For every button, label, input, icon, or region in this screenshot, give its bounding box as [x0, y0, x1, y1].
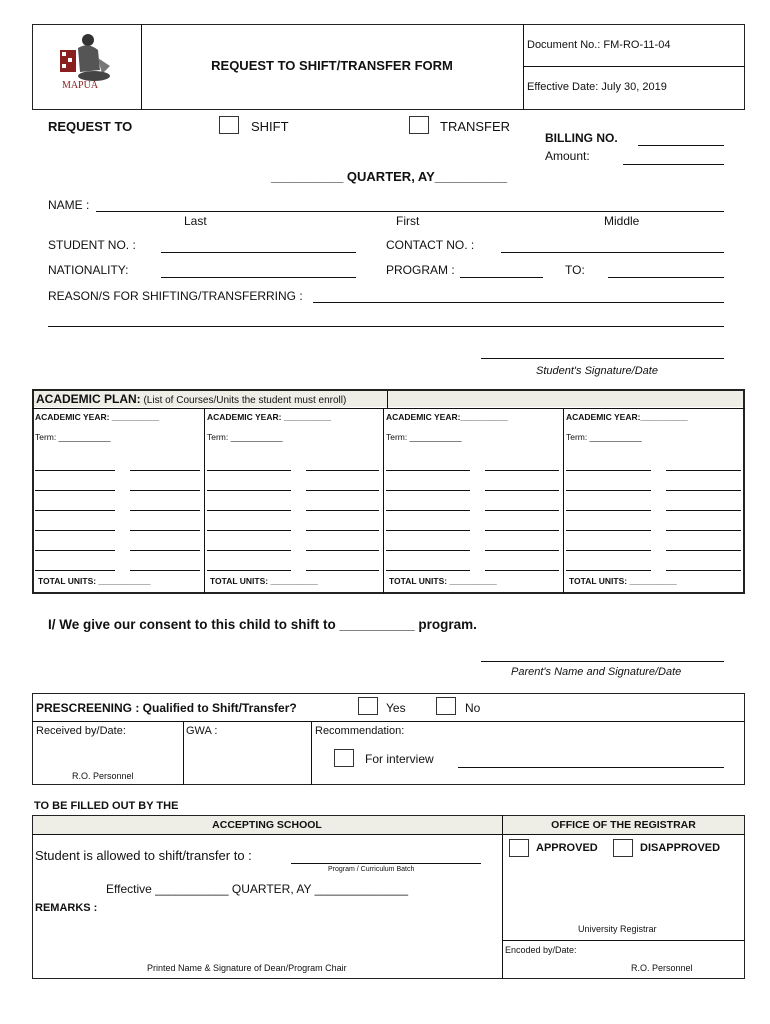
units-field[interactable]: [306, 470, 379, 471]
units-field[interactable]: [485, 570, 559, 571]
course-field[interactable]: [207, 510, 291, 511]
units-field[interactable]: [306, 510, 379, 511]
course-field[interactable]: [566, 470, 651, 471]
prescreening-no-label: No: [465, 701, 481, 715]
form-title: REQUEST TO SHIFT/TRANSFER FORM: [211, 58, 453, 73]
approved-checkbox[interactable]: [509, 839, 529, 857]
units-field[interactable]: [485, 490, 559, 491]
course-field[interactable]: [207, 550, 291, 551]
prescreening-col-split-1: [183, 721, 184, 785]
academic-plan-col-divider: [383, 409, 384, 594]
total-units-label: TOTAL UNITS: __________: [569, 576, 677, 586]
student-no-field[interactable]: [161, 252, 356, 253]
reason-field-1[interactable]: [313, 302, 724, 303]
prescreening-col-split-2: [311, 721, 312, 785]
academic-plan-col-divider: [563, 409, 564, 594]
to-label: TO:: [565, 263, 585, 277]
units-field[interactable]: [666, 470, 741, 471]
nationality-field[interactable]: [161, 277, 356, 278]
name-label: NAME :: [48, 198, 90, 212]
received-by-label: Received by/Date:: [36, 725, 126, 737]
course-field[interactable]: [566, 490, 651, 491]
units-field[interactable]: [666, 550, 741, 551]
footer-header-border: [32, 834, 745, 835]
units-field[interactable]: [485, 510, 559, 511]
prescreening-yes-label: Yes: [386, 701, 406, 715]
units-field[interactable]: [130, 510, 200, 511]
logo-text: MAPUA: [61, 80, 99, 91]
program-batch-label: Program / Curriculum Batch: [328, 866, 415, 873]
units-field[interactable]: [306, 530, 379, 531]
allowed-program-field[interactable]: [291, 863, 481, 864]
header-divider-2: [523, 24, 524, 110]
middle-label: Middle: [604, 214, 640, 228]
academic-year-label: ACADEMIC YEAR: __________: [207, 412, 332, 422]
shift-checkbox[interactable]: [219, 116, 239, 134]
amount-field[interactable]: [623, 164, 724, 165]
billing-no-field[interactable]: [638, 145, 724, 146]
footer-box: [32, 815, 745, 979]
header-divider-3: [523, 66, 745, 67]
units-field[interactable]: [130, 530, 200, 531]
academic-year-label: ACADEMIC YEAR:__________: [566, 412, 688, 422]
units-field[interactable]: [130, 550, 200, 551]
program-label: PROGRAM :: [386, 263, 455, 277]
first-label: First: [396, 214, 420, 228]
for-interview-label: For interview: [365, 752, 434, 766]
course-field[interactable]: [35, 510, 115, 511]
total-units-label: TOTAL UNITS: ___________: [38, 576, 151, 586]
units-field[interactable]: [130, 570, 200, 571]
approved-label: APPROVED: [536, 842, 598, 854]
transfer-label: TRANSFER: [440, 119, 511, 134]
prescreening-no-checkbox[interactable]: [436, 697, 456, 715]
units-field[interactable]: [306, 550, 379, 551]
transfer-checkbox[interactable]: [409, 116, 429, 134]
academic-plan-header-split: [387, 391, 388, 408]
reason-label: REASON/S FOR SHIFTING/TRANSFERRING :: [48, 289, 303, 303]
course-field[interactable]: [566, 550, 651, 551]
to-field[interactable]: [608, 277, 724, 278]
course-field[interactable]: [386, 550, 470, 551]
course-field[interactable]: [386, 510, 470, 511]
course-field[interactable]: [386, 490, 470, 491]
quarter-ay: __________ QUARTER, AY__________: [271, 169, 508, 184]
units-field[interactable]: [485, 470, 559, 471]
course-field[interactable]: [35, 470, 115, 471]
contact-no-label: CONTACT NO. :: [386, 238, 475, 252]
accepting-school-header: ACCEPTING SCHOOL: [212, 819, 322, 831]
course-field[interactable]: [207, 530, 291, 531]
units-field[interactable]: [666, 490, 741, 491]
gwa-label: GWA :: [186, 725, 218, 737]
academic-plan-col-divider: [204, 409, 205, 594]
units-field[interactable]: [666, 570, 741, 571]
academic-year-label: ACADEMIC YEAR: __________: [35, 412, 160, 422]
registrar-split: [502, 940, 745, 941]
prescreening-row-border: [32, 721, 745, 722]
consent-text: I/ We give our consent to this child to shift to __________ program.: [48, 617, 477, 632]
term-label: Term: ___________: [566, 432, 642, 442]
effective-quarter: Effective ___________ QUARTER, AY ______________: [106, 882, 409, 896]
interview-field[interactable]: [458, 767, 724, 768]
footer-col-split: [502, 815, 503, 979]
academic-plan-header-border: [32, 408, 745, 409]
course-field[interactable]: [566, 570, 651, 571]
term-label: Term: ___________: [386, 432, 462, 442]
reason-field-2[interactable]: [48, 326, 724, 327]
allowed-label: Student is allowed to shift/transfer to :: [35, 848, 252, 863]
course-field[interactable]: [207, 490, 291, 491]
course-field[interactable]: [35, 490, 115, 491]
shift-label: SHIFT: [251, 119, 289, 134]
units-field[interactable]: [130, 470, 200, 471]
units-field[interactable]: [485, 550, 559, 551]
prescreening-yes-checkbox[interactable]: [358, 697, 378, 715]
parent-signature-label: Parent's Name and Signature/Date: [511, 666, 682, 678]
course-field[interactable]: [35, 530, 115, 531]
total-units-label: TOTAL UNITS: __________: [210, 576, 318, 586]
document-number: Document No.: FM-RO-11-04: [527, 39, 671, 51]
term-label: Term: ___________: [35, 432, 111, 442]
disapproved-checkbox[interactable]: [613, 839, 633, 857]
amount-label: Amount:: [545, 149, 590, 163]
units-field[interactable]: [130, 490, 200, 491]
course-field[interactable]: [207, 470, 291, 471]
last-label: Last: [184, 214, 207, 228]
nationality-label: NATIONALITY:: [48, 263, 129, 277]
fill-out-label: TO BE FILLED OUT BY THE: [34, 800, 179, 812]
program-field[interactable]: [460, 277, 543, 278]
request-to-label: REQUEST TO: [48, 119, 133, 134]
billing-no-label: BILLING NO.: [545, 131, 618, 145]
student-signature-label: Student's Signature/Date: [536, 365, 658, 377]
course-field[interactable]: [35, 570, 115, 571]
prescreening-ro-personnel: R.O. Personnel: [72, 771, 134, 781]
academic-plan-title-bold: ACADEMIC PLAN:: [36, 392, 141, 406]
footer-ro-personnel: R.O. Personnel: [631, 963, 693, 973]
student-no-label: STUDENT NO. :: [48, 238, 136, 252]
for-interview-checkbox[interactable]: [334, 749, 354, 767]
encoded-by-label: Encoded by/Date:: [505, 945, 577, 955]
term-label: Term: ___________: [207, 432, 283, 442]
total-units-label: TOTAL UNITS: __________: [389, 576, 497, 586]
units-field[interactable]: [666, 510, 741, 511]
course-field[interactable]: [35, 550, 115, 551]
dean-signature-label: Printed Name & Signature of Dean/Program Chair: [147, 963, 347, 973]
course-field[interactable]: [566, 530, 651, 531]
academic-plan-subtitle: (List of Courses/Units the student must enroll): [140, 395, 347, 406]
course-field[interactable]: [207, 570, 291, 571]
student-signature-line: [481, 358, 724, 359]
units-field[interactable]: [485, 530, 559, 531]
parent-signature-line: [481, 661, 724, 662]
units-field[interactable]: [666, 530, 741, 531]
prescreening-title: PRESCREENING : Qualified to Shift/Transfer?: [36, 701, 297, 715]
course-field[interactable]: [386, 570, 470, 571]
remarks-label: REMARKS :: [35, 902, 98, 914]
course-field[interactable]: [566, 510, 651, 511]
course-field[interactable]: [386, 470, 470, 471]
course-field[interactable]: [386, 530, 470, 531]
contact-no-field[interactable]: [501, 252, 724, 253]
academic-plan-title: [36, 392, 346, 406]
name-field[interactable]: [96, 211, 724, 212]
academic-year-label: ACADEMIC YEAR:__________: [386, 412, 508, 422]
recommendation-label: Recommendation:: [315, 725, 405, 737]
units-field[interactable]: [306, 490, 379, 491]
university-registrar-label: University Registrar: [578, 924, 657, 934]
units-field[interactable]: [306, 570, 379, 571]
disapproved-label: DISAPPROVED: [640, 842, 721, 854]
effective-date: Effective Date: July 30, 2019: [527, 81, 667, 93]
registrar-office-header: OFFICE OF THE REGISTRAR: [551, 819, 696, 831]
